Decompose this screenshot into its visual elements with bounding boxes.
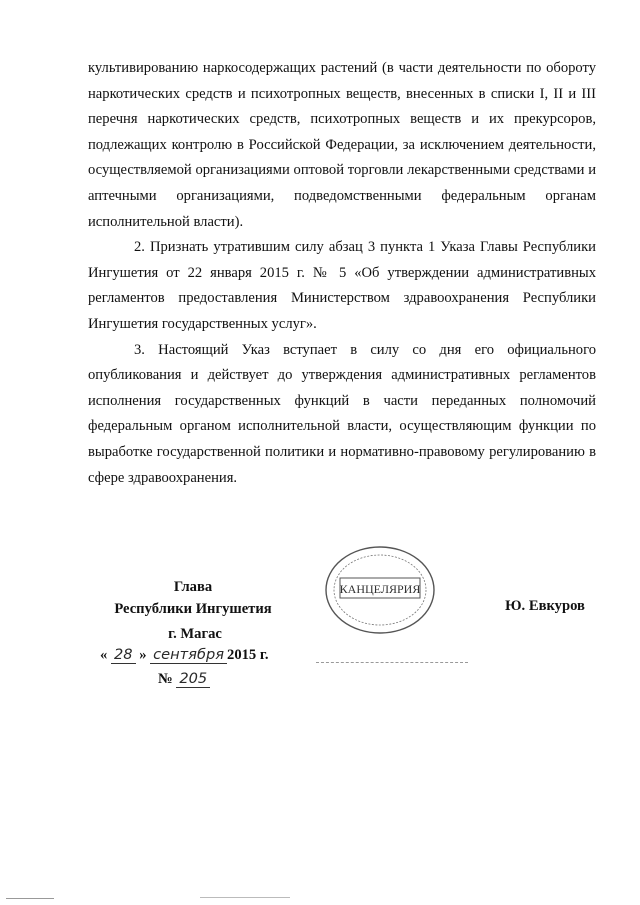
stamp-dotted-line: [316, 662, 468, 663]
document-number: [158, 670, 210, 688]
document-body: [88, 56, 596, 491]
signatory-name: Ю. Евкуров: [505, 598, 585, 614]
date-open-quote: «: [100, 647, 108, 663]
signatory-title-line1: Глава: [173, 579, 213, 595]
date-day-handwritten: 28: [111, 646, 136, 664]
office-stamp: [322, 544, 438, 636]
paragraph-continuation: культивированию наркосодержащих растений (в части деятельности по обороту наркотических средств и психотропных веществ, внесенных в списки I, II и III перечня наркотических средств, психотропных веществ и их прекурсоров, подлежащих контролю в Российской Федерации, за исключением деятельности, осуществляемой организациями оптовой торговли лекарственными средствами и аптечными организациями, подведомственными федеральным органам исполнительной власти).: [88, 60, 596, 230]
scan-mark-bottom-center: [200, 897, 290, 898]
stamp-center-text: КАНЦЕЛЯРИЯ: [339, 582, 421, 596]
number-label: №: [158, 671, 173, 687]
issue-city: г. Магас: [168, 626, 222, 642]
signatory-title: [80, 576, 306, 620]
date-year: 2015 г.: [227, 647, 269, 663]
number-value-handwritten: 205: [176, 670, 210, 688]
date-month-handwritten: сентября: [150, 646, 227, 664]
signatory-title-line2: Республики Ингушетия: [114, 601, 272, 617]
issue-date: [100, 646, 268, 664]
scan-mark-bottom-left: [6, 898, 54, 899]
paragraph-item-3: 3. Настоящий Указ вступает в силу со дня его официального опубликования и действует до утверждения административных регламентов исполнения государственных функций в части переданных полномочий федеральным органом исполнительной власти, осуществляющим функции по выработке государственной политики и нормативно-правовому регулированию в сфере здравоохранения.: [88, 341, 596, 486]
paragraph-item-2: 2. Признать утратившим силу абзац 3 пункта 1 Указа Главы Республики Ингушетия от 22 января 2015 г. № 5 «Об утверждении административных регламентов предоставления Министерством здравоохранения Республики Ингушетия государственных услуг».: [88, 239, 596, 332]
date-close-quote: »: [139, 647, 147, 663]
